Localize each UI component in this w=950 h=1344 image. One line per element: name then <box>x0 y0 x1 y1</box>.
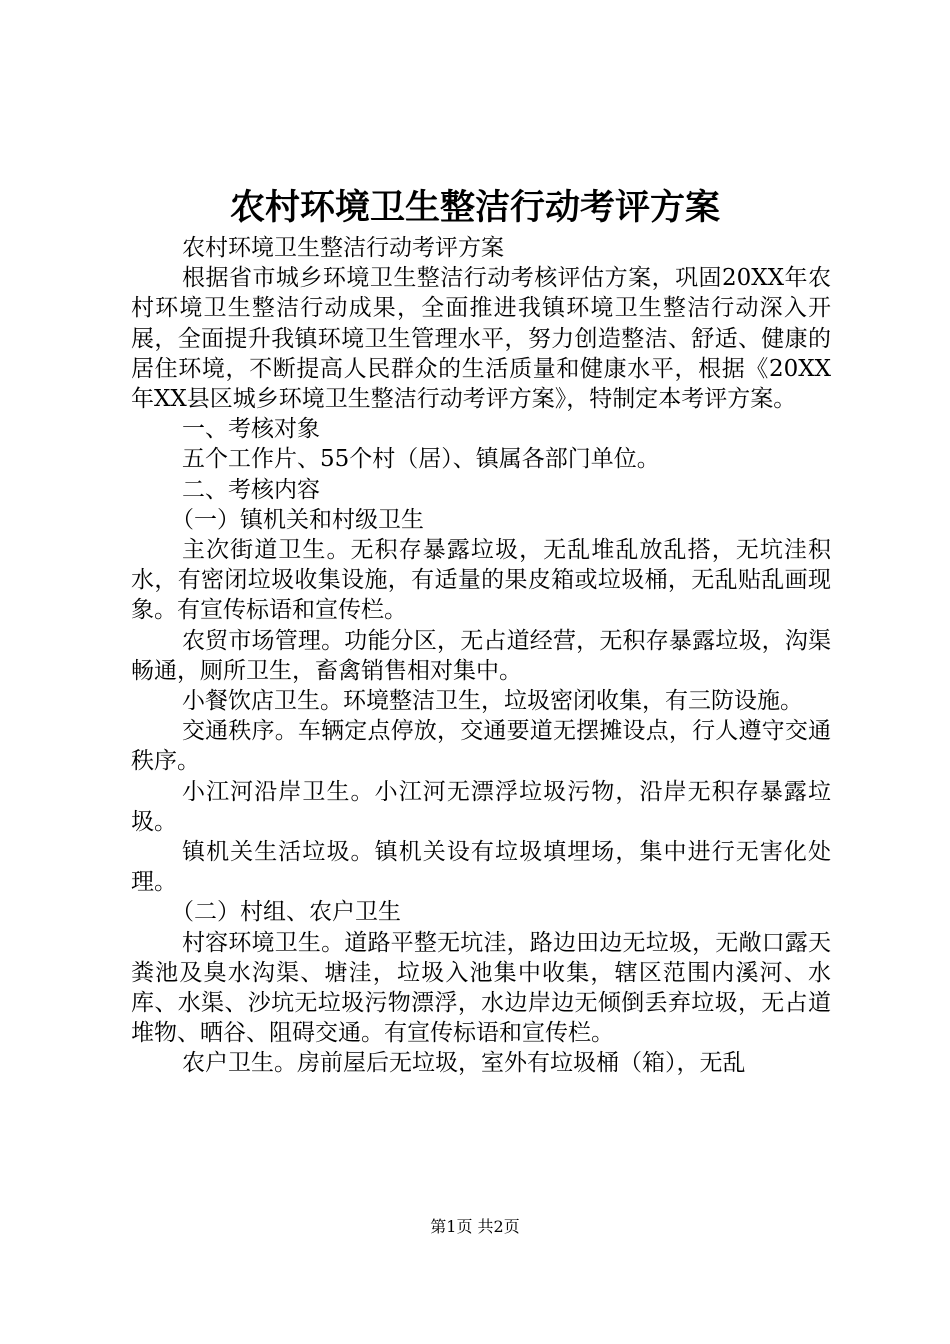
paragraph-household: 农户卫生。房前屋后无垃圾，室外有垃圾桶（箱），无乱 <box>182 1050 746 1077</box>
paragraph-market: 农贸市场管理。功能分区，无占道经营，无积存暴露垃圾，沟渠畅通，厕所卫生，畜禽销售相对集中。 <box>131 627 831 684</box>
section-heading-objects: 一、考核对象 <box>182 416 320 443</box>
paragraph-streets: 主次街道卫生。无积存暴露垃圾，无乱堆乱放乱搭，无坑洼积水，有密闭垃圾收集设施，有适量的果皮箱或垃圾桶，无乱贴乱画现象。有宣传标语和宣传栏。 <box>131 537 831 624</box>
document-title: 农村环境卫生整洁行动考评方案 <box>229 187 720 228</box>
section-heading-content: 二、考核内容 <box>182 476 320 503</box>
paragraph-garbage: 镇机关生活垃圾。镇机关设有垃圾填埋场，集中进行无害化处理。 <box>131 839 831 896</box>
subsection-heading-town: （一）镇机关和村级卫生 <box>171 506 424 533</box>
paragraph-restaurants: 小餐饮店卫生。环境整洁卫生，垃圾密闭收集，有三防设施。 <box>182 688 803 715</box>
paragraph-objects: 五个工作片、55个村（居）、镇属各部门单位。 <box>182 446 660 473</box>
subsection-heading-village: （二）村组、农户卫生 <box>171 899 401 926</box>
paragraph-heading-repeat: 农村环境卫生整洁行动考评方案 <box>182 235 504 261</box>
paragraph-village-environment: 村容环境卫生。道路平整无坑洼，路边田边无垃圾，无敞口露天粪池及臭水沟渠、塘洼，垃圾入池集中收集，辖区范围内溪河、水库、水渠、沙坑无垃圾污物漂浮，水边岸边无倾倒丢弃垃圾，无占道堆物、晒谷、阻碍交通。有宣传标语和宣传栏。 <box>131 929 831 1047</box>
paragraph-river: 小江河沿岸卫生。小江河无漂浮垃圾污物，沿岸无积存暴露垃圾。 <box>131 778 831 835</box>
page-footer: 第1页 共2页 <box>430 1217 520 1236</box>
paragraph-traffic: 交通秩序。车辆定点停放，交通要道无摆摊设点，行人遵守交通秩序。 <box>131 718 831 775</box>
document-body <box>131 233 831 1079</box>
paragraph-intro: 根据省市城乡环境卫生整洁行动考核评估方案，巩固20XX年农村环境卫生整洁行动成果，全面推进我镇环境卫生整洁行动深入开展，全面提升我镇环境卫生管理水平，努力创造整洁、舒适、健康的居住环境，不断提高人民群众的生活质量和健康水平，根据《20XX年XX县区城乡环境卫生整洁行动考评方案》，特制定本考评方案。 <box>131 265 831 413</box>
